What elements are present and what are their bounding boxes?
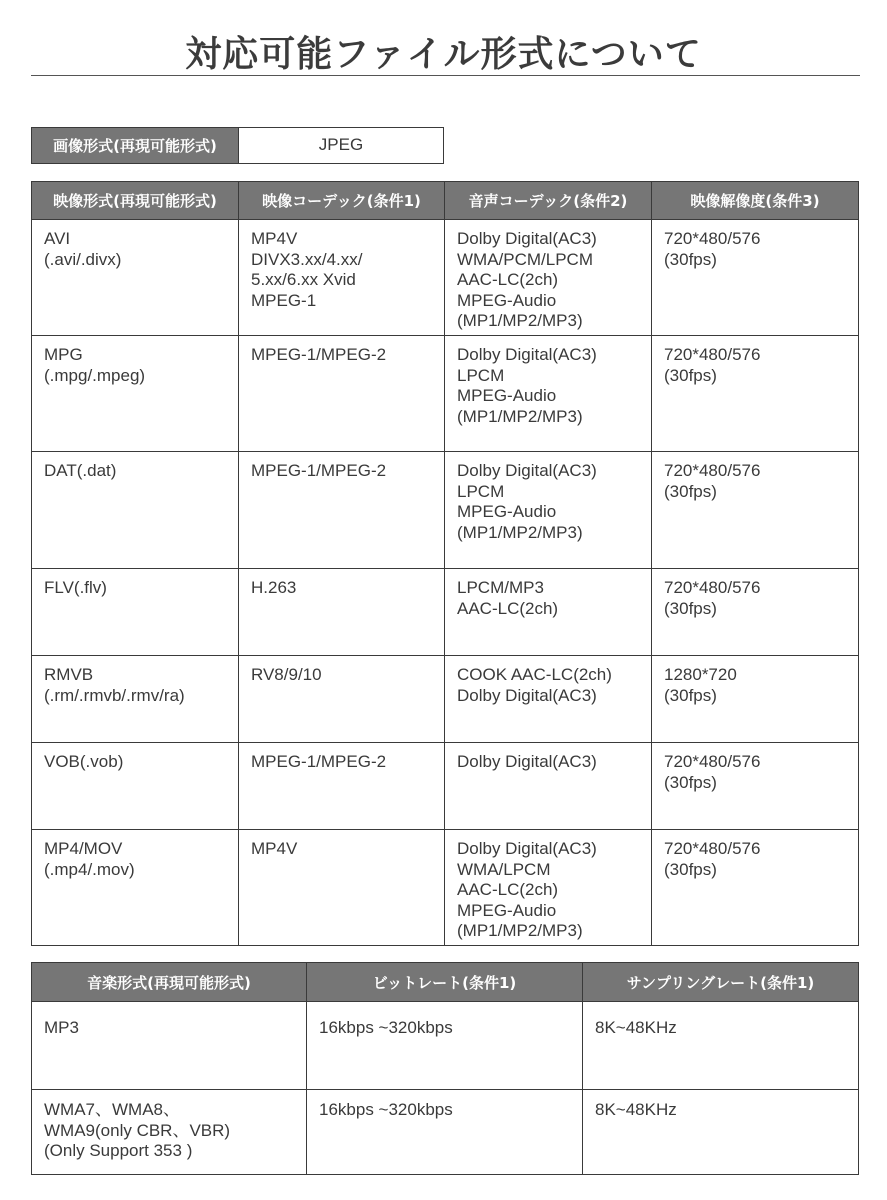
video-codec-cell: RV8/9/10 [251, 665, 322, 684]
table-row [32, 1090, 859, 1175]
resolution-cell: 720*480/576 (30fps) [664, 578, 761, 618]
video-format-cell: VOB(.vob) [44, 752, 124, 771]
resolution-cell: 720*480/576 (30fps) [664, 229, 761, 269]
sampling-rate-cell: 8K~48KHz [595, 1018, 677, 1037]
video-codec-cell: H.263 [251, 578, 297, 597]
page-title: 対応可能ファイル形式について [185, 34, 702, 75]
video-format-cell: MP4/MOV (.mp4/.mov) [44, 839, 135, 879]
video-header-row [32, 182, 859, 220]
table-row [32, 743, 859, 830]
table-row [32, 220, 859, 336]
bitrate-cell: 16kbps ~320kbps [319, 1100, 453, 1119]
video-format-cell: DAT(.dat) [44, 461, 117, 480]
music-header-row [32, 963, 859, 1002]
resolution-cell: 720*480/576 (30fps) [664, 839, 761, 879]
music-header-sampling-rate: サンプリングレート(条件1) [583, 963, 859, 1002]
video-codec-cell: MPEG-1/MPEG-2 [251, 461, 387, 480]
video-codec-cell: MPEG-1/MPEG-2 [251, 345, 387, 364]
title-divider [31, 75, 860, 76]
table-row [32, 336, 859, 452]
music-format-table [31, 962, 859, 1175]
audio-codec-cell: LPCM/MP3 AAC-LC(2ch) [457, 578, 559, 618]
video-codec-cell: MP4V [251, 839, 298, 858]
table-row [32, 452, 859, 569]
video-header-resolution: 映像解像度(条件3) [652, 182, 859, 220]
music-header-bitrate: ビットレート(条件1) [307, 963, 583, 1002]
image-format-table [31, 127, 444, 164]
image-format-value: JPEG [239, 128, 444, 164]
music-header-format: 音楽形式(再現可能形式) [32, 963, 307, 1002]
image-format-label: 画像形式(再現可能形式) [32, 128, 239, 164]
video-header-video-codec: 映像コーデック(条件1) [239, 182, 445, 220]
video-header-audio-codec: 音声コーデック(条件2) [445, 182, 652, 220]
table-row [32, 830, 859, 946]
table-row [32, 656, 859, 743]
audio-codec-cell: COOK AAC-LC(2ch) Dolby Digital(AC3) [457, 665, 612, 705]
video-format-table [31, 181, 859, 946]
audio-codec-cell: Dolby Digital(AC3) LPCM MPEG-Audio (MP1/MP2/MP3) [457, 345, 597, 426]
video-codec-cell: MPEG-1/MPEG-2 [251, 752, 387, 771]
audio-codec-cell: Dolby Digital(AC3) WMA/LPCM AAC-LC(2ch) MPEG-Audio (MP1/MP2/MP3) [457, 839, 597, 940]
resolution-cell: 1280*720 (30fps) [664, 665, 737, 705]
video-format-cell: AVI (.avi/.divx) [44, 229, 122, 269]
video-format-cell: MPG (.mpg/.mpeg) [44, 345, 146, 385]
table-row [32, 1002, 859, 1090]
video-codec-cell: MP4V DIVX3.xx/4.xx/ 5.xx/6.xx Xvid MPEG-1 [251, 229, 363, 310]
resolution-cell: 720*480/576 (30fps) [664, 461, 761, 501]
video-format-cell: RMVB (.rm/.rmvb/.rmv/ra) [44, 665, 185, 705]
audio-codec-cell: Dolby Digital(AC3) LPCM MPEG-Audio (MP1/MP2/MP3) [457, 461, 597, 542]
music-format-cell: MP3 [44, 1018, 79, 1037]
table-row [32, 569, 859, 656]
video-format-cell: FLV(.flv) [44, 578, 107, 597]
music-format-cell: WMA7、WMA8、 WMA9(only CBR、VBR) (Only Support 353 ) [44, 1100, 231, 1160]
resolution-cell: 720*480/576 (30fps) [664, 345, 761, 385]
video-header-format: 映像形式(再現可能形式) [32, 182, 239, 220]
audio-codec-cell: Dolby Digital(AC3) WMA/PCM/LPCM AAC-LC(2ch) MPEG-Audio (MP1/MP2/MP3) [457, 229, 597, 330]
bitrate-cell: 16kbps ~320kbps [319, 1018, 453, 1037]
audio-codec-cell: Dolby Digital(AC3) [457, 752, 597, 771]
resolution-cell: 720*480/576 (30fps) [664, 752, 761, 792]
sampling-rate-cell: 8K~48KHz [595, 1100, 677, 1119]
